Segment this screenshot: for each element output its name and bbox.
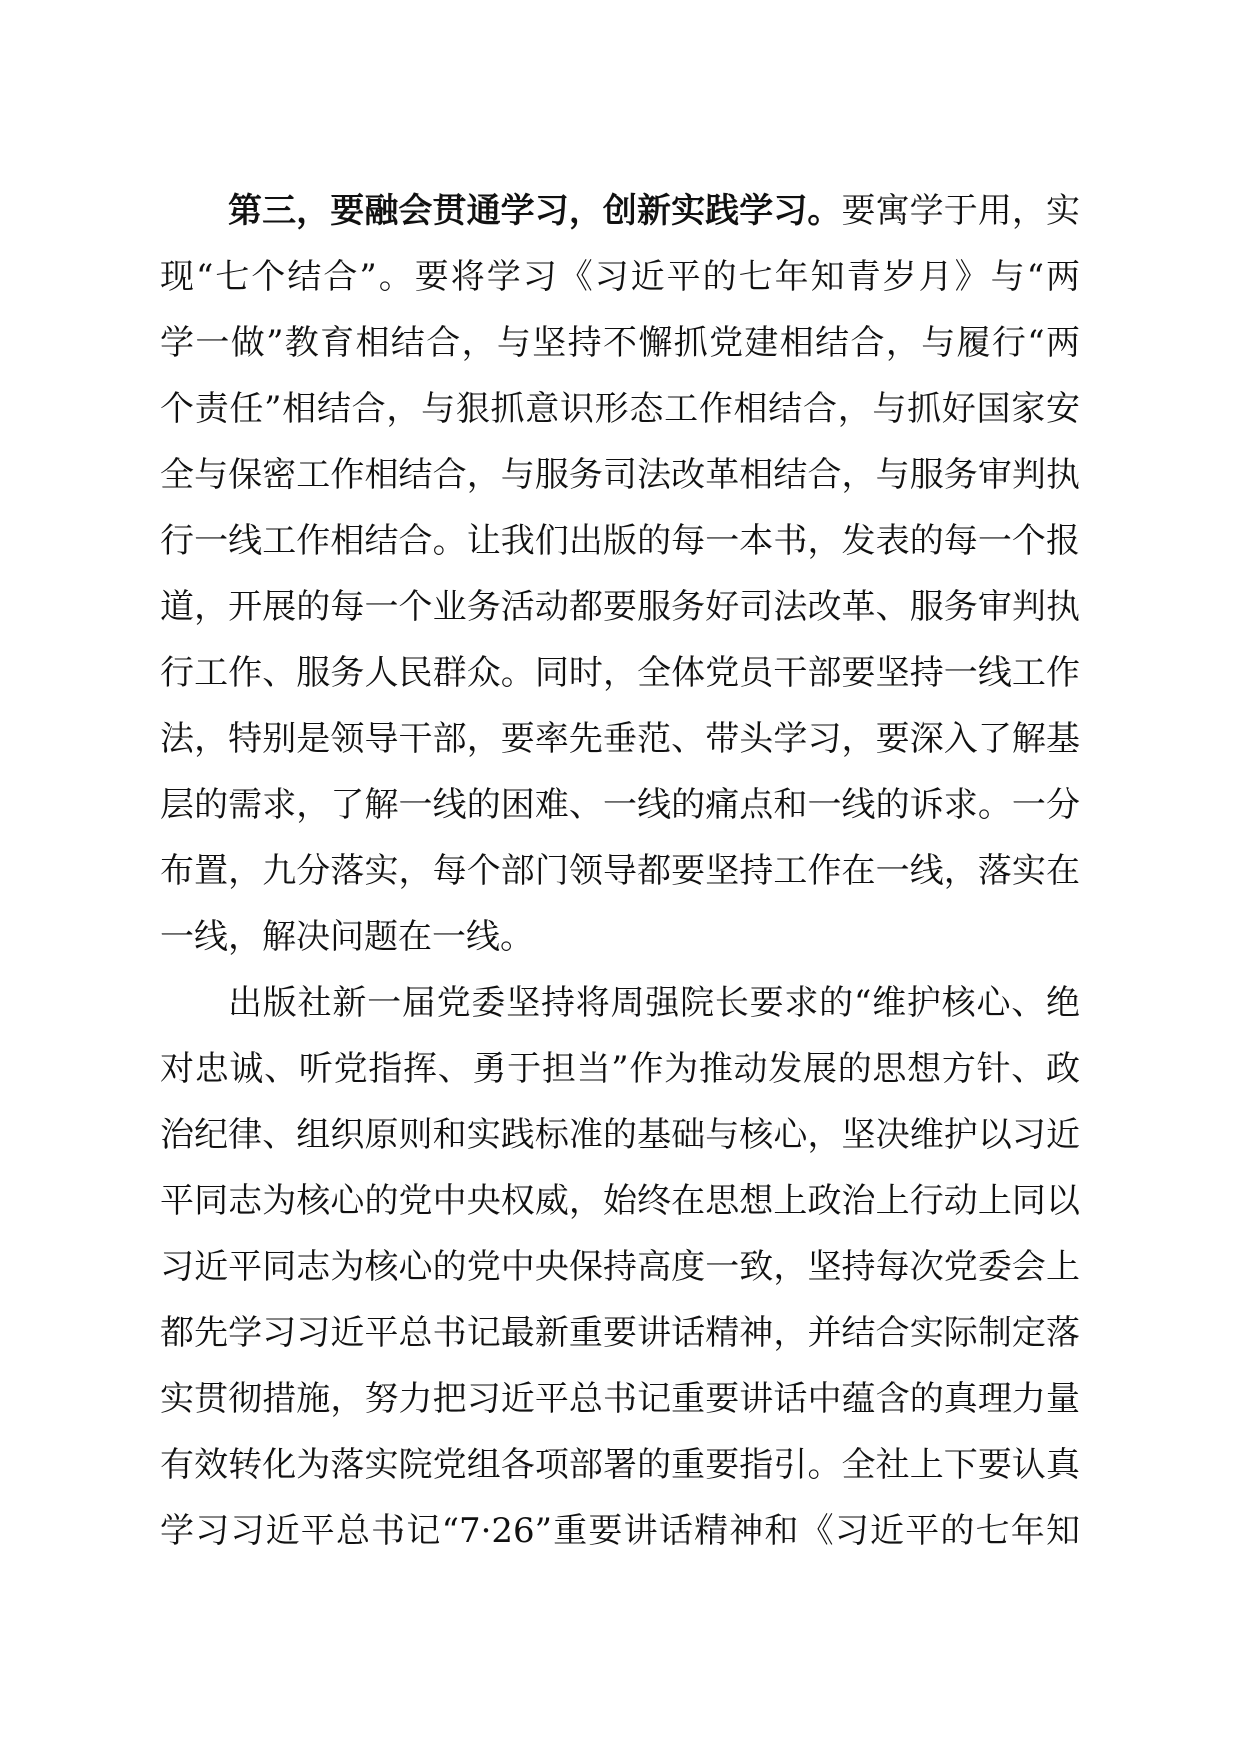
line-text: 平同志为核心的党中央权威，始终在思想上政治上行动上同以 [160, 1181, 1080, 1221]
paragraph-line [160, 376, 1080, 442]
line-text: 有效转化为落实院党组各项部署的重要指引。全社上下要认真 [160, 1445, 1080, 1485]
line-text: 治纪律、组织原则和实践标准的基础与核心，坚决维护以习近 [160, 1115, 1080, 1155]
paragraph-line [160, 1432, 1080, 1498]
paragraph-line [160, 1168, 1080, 1234]
paragraph-line [228, 178, 1080, 244]
line-text: 个责任”相结合，与狠抓意识形态工作相结合，与抓好国家安 [160, 389, 1080, 429]
paragraph-line [160, 1300, 1080, 1366]
paragraph-line [160, 838, 1080, 904]
line-text: 要寓学于用，实 [841, 191, 1080, 231]
line-text: 层的需求，了解一线的困难、一线的痛点和一线的诉求。一分 [160, 785, 1080, 825]
paragraph-line [160, 1036, 1080, 1102]
line-text: 都先学习习近平总书记最新重要讲话精神，并结合实际制定落 [160, 1313, 1080, 1353]
paragraph-line [160, 1366, 1080, 1432]
paragraph-line [160, 442, 1080, 508]
line-text: 学一做”教育相结合，与坚持不懈抓党建相结合，与履行“两 [160, 323, 1080, 363]
paragraph-line [160, 640, 1080, 706]
line-text: 行一线工作相结合。让我们出版的每一本书，发表的每一个报 [160, 521, 1080, 561]
paragraph-line [160, 1234, 1080, 1300]
line-text: 布置，九分落实，每个部门领导都要坚持工作在一线，落实在 [160, 851, 1080, 891]
paragraph-line [160, 574, 1080, 640]
paragraph-line [160, 508, 1080, 574]
paragraph-line [160, 1102, 1080, 1168]
section-heading: 第三，要融会贯通学习，创新实践学习。 [228, 191, 842, 231]
line-text: 全与保密工作相结合，与服务司法改革相结合，与服务审判执 [160, 455, 1080, 495]
line-text: 学习习近平总书记“7·26”重要讲话精神和《习近平的七年知 [160, 1511, 1080, 1551]
paragraph-line [160, 1498, 1080, 1564]
line-text: 习近平同志为核心的党中央保持高度一致，坚持每次党委会上 [160, 1247, 1080, 1287]
line-text: 现“七个结合”。要将学习《习近平的七年知青岁月》与“两 [160, 257, 1080, 297]
line-text: 法，特别是领导干部，要率先垂范、带头学习，要深入了解基 [160, 719, 1080, 759]
paragraph-line [160, 904, 1080, 970]
paragraph-line [160, 244, 1080, 310]
line-text: 出版社新一届党委坚持将周强院长要求的“维护核心、绝 [228, 983, 1080, 1023]
paragraph-line [160, 310, 1080, 376]
paragraph-line [160, 772, 1080, 838]
line-text: 一线，解决问题在一线。 [160, 917, 534, 957]
line-text: 行工作、服务人民群众。同时，全体党员干部要坚持一线工作 [160, 653, 1080, 693]
line-text: 道，开展的每一个业务活动都要服务好司法改革、服务审判执 [160, 587, 1080, 627]
line-text: 实贯彻措施，努力把习近平总书记重要讲话中蕴含的真理力量 [160, 1379, 1080, 1419]
paragraph-line [160, 706, 1080, 772]
paragraph-line [228, 970, 1080, 1036]
line-text: 对忠诚、听党指挥、勇于担当”作为推动发展的思想方针、政 [160, 1049, 1080, 1089]
